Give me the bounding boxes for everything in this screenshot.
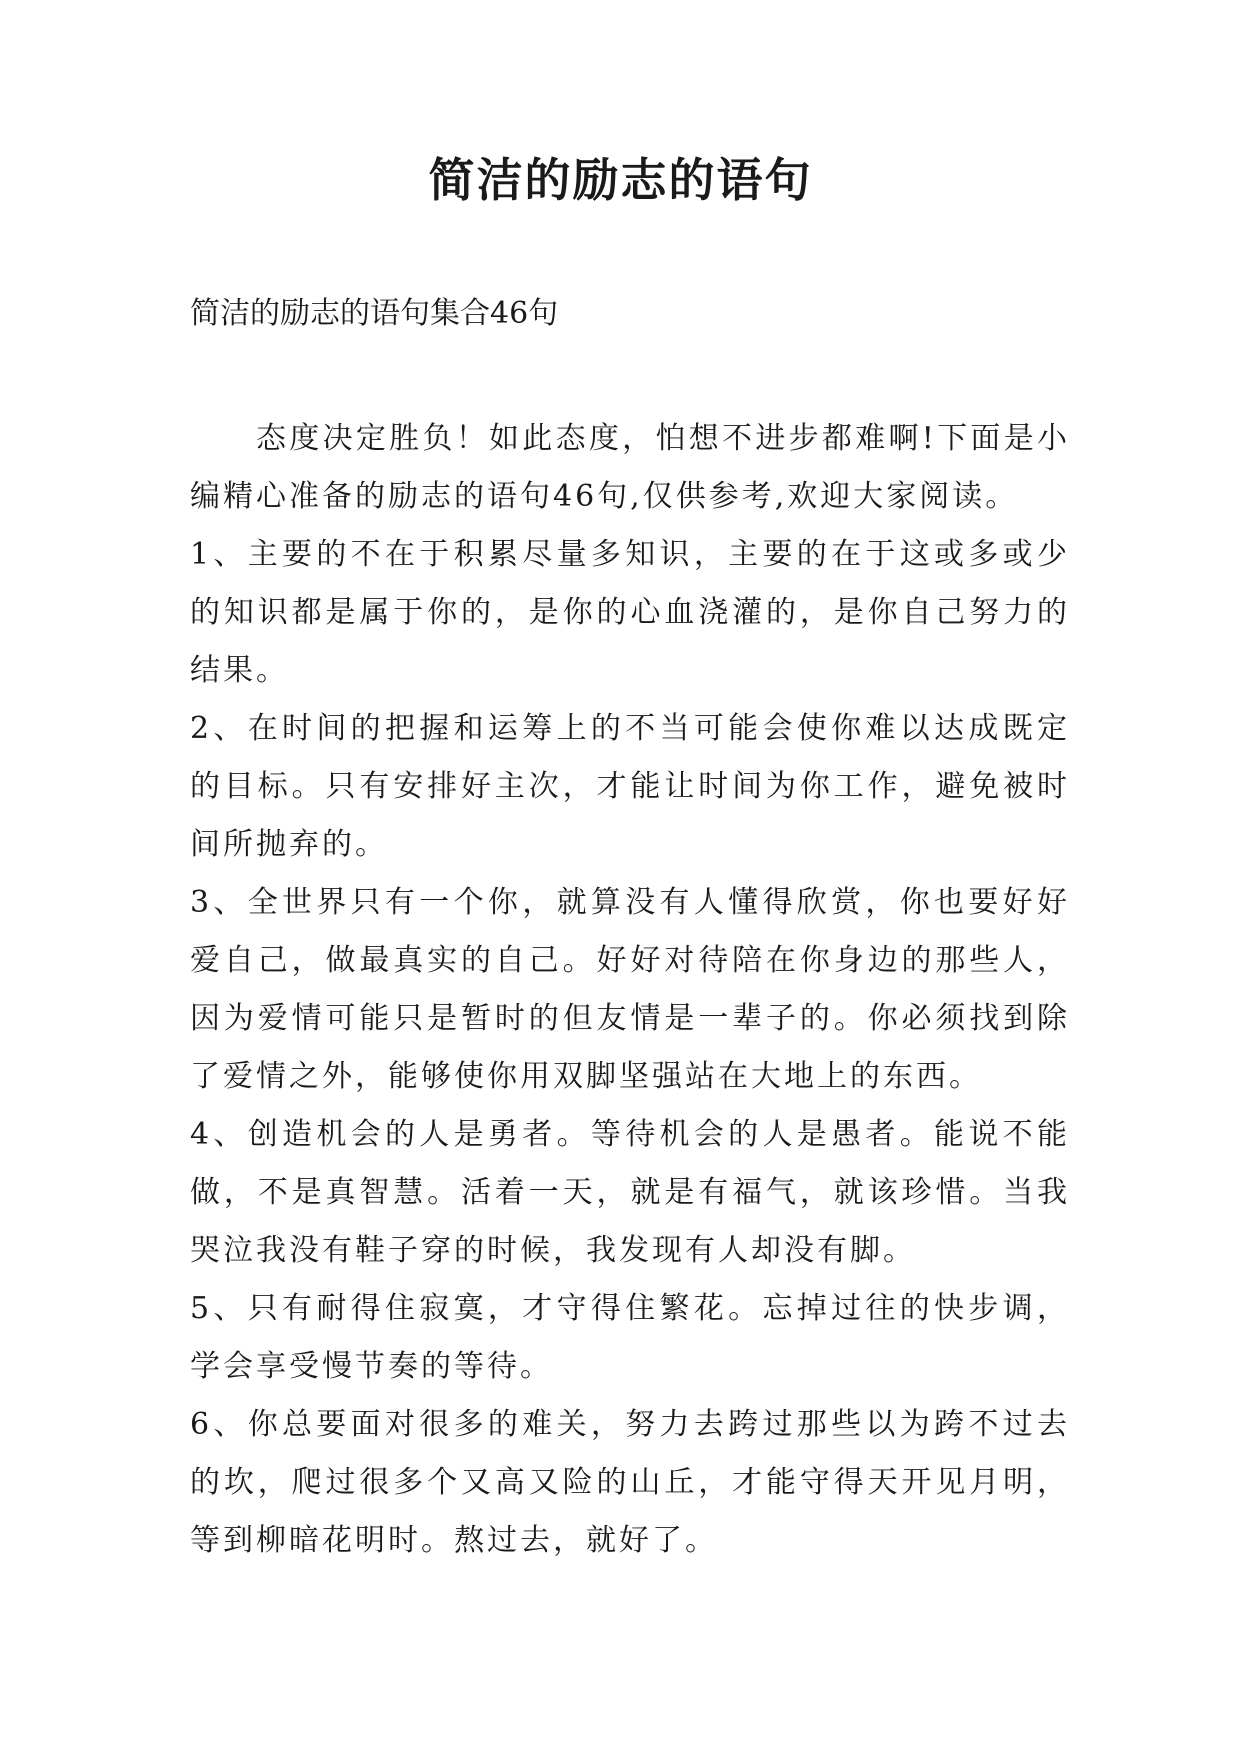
quote-item-5: 5、只有耐得住寂寞，才守得住繁花。忘掉过往的快步调，学会享受慢节奏的等待。 [190,1291,1070,1384]
quote-item-3: 3、全世界只有一个你，就算没有人懂得欣赏，你也要好好爱自己，做最真实的自己。好好对待陪在你身边的那些人，因为爱情可能只是暂时的但友情是一辈子的。你必须找到除了爱情之外，能够使你用双脚坚强站在大地上的东西。 [190,885,1070,1094]
document-body [190,410,1070,1570]
quote-item-1: 1、主要的不在于积累尽量多知识，主要的在于这或多或少的知识都是属于你的，是你的心血浇灌的，是你自己努力的结果。 [190,537,1070,688]
document-subtitle: 简洁的励志的语句集合46句 [190,296,559,331]
intro-paragraph: 态度决定胜负！如此态度，怕想不进步都难啊!下面是小编精心准备的励志的语句46句,仅供参考,欢迎大家阅读。 [190,421,1070,514]
quote-item-4: 4、创造机会的人是勇者。等待机会的人是愚者。能说不能做，不是真智慧。活着一天，就是有福气，就该珍惜。当我哭泣我没有鞋子穿的时候，我发现有人却没有脚。 [190,1117,1070,1268]
quote-item-2: 2、在时间的把握和运筹上的不当可能会使你难以达成既定的目标。只有安排好主次，才能让时间为你工作，避免被时间所抛弃的。 [190,711,1070,862]
document-title: 简洁的励志的语句 [428,153,813,207]
quote-item-6: 6、你总要面对很多的难关，努力去跨过那些以为跨不过去的坎，爬过很多个又高又险的山丘，才能守得天开见月明，等到柳暗花明时。熬过去，就好了。 [190,1407,1070,1558]
